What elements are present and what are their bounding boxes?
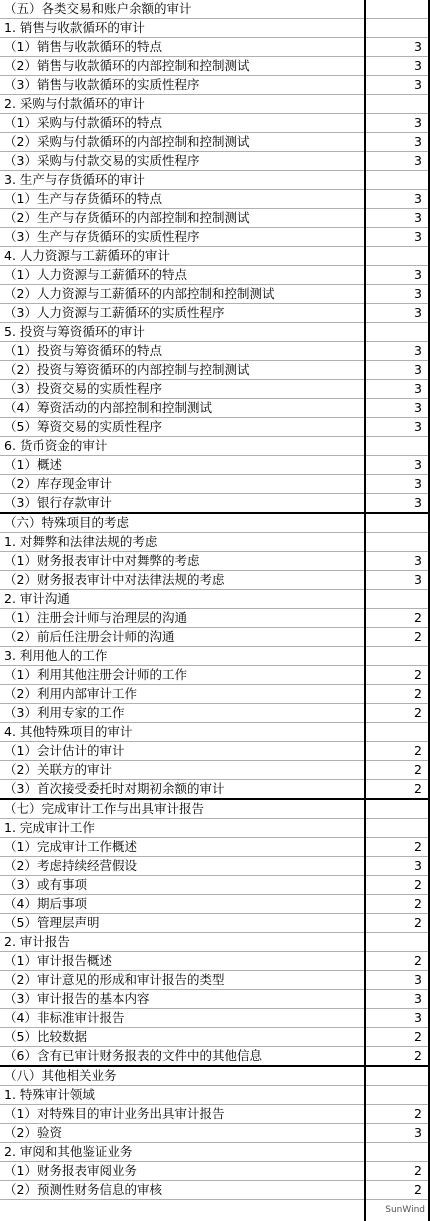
topic-cell: 1. 销售与收款循环的审计 (0, 19, 365, 38)
topic-cell: 1. 特殊审计领域 (0, 1086, 365, 1105)
table-row (0, 114, 429, 133)
table-row (0, 990, 429, 1009)
level-cell: 3 (365, 990, 429, 1009)
topic-cell: （2）财务报表审计中对法律法规的考虑 (0, 571, 365, 590)
level-cell (365, 819, 429, 838)
table-row (0, 628, 429, 647)
level-cell: 2 (365, 1105, 429, 1124)
level-cell: 2 (365, 952, 429, 971)
table-row (0, 247, 429, 266)
level-cell: 3 (365, 285, 429, 304)
table-row (0, 152, 429, 171)
topic-cell: （2）生产与存货循环的内部控制和控制测试 (0, 209, 365, 228)
topic-cell: （1）对特殊目的审计业务出具审计报告 (0, 1105, 365, 1124)
topic-cell: （2）预测性财务信息的审核 (0, 1181, 365, 1200)
topic-cell: 2. 审阅和其他鉴证业务 (0, 1143, 365, 1162)
table-row (0, 1124, 429, 1143)
level-cell: 3 (365, 552, 429, 571)
table-row (0, 494, 429, 514)
topic-cell: （5）管理层声明 (0, 914, 365, 933)
table-row (0, 590, 429, 609)
table-row (0, 323, 429, 342)
table-row (0, 475, 429, 494)
table-row (0, 685, 429, 704)
topic-cell: （1）概述 (0, 456, 365, 475)
topic-cell: （3）首次接受委托时对期初余额的审计 (0, 780, 365, 800)
level-cell (365, 19, 429, 38)
table-row (0, 552, 429, 571)
table-row (0, 1105, 429, 1124)
level-cell: 2 (365, 895, 429, 914)
topic-cell: （3）审计报告的基本内容 (0, 990, 365, 1009)
section-title-cell: （八）其他相关业务 (0, 1066, 365, 1086)
level-cell: 2 (365, 609, 429, 628)
topic-cell: 3. 利用他人的工作 (0, 647, 365, 666)
topic-cell: （1）会计估计的审计 (0, 742, 365, 761)
table-row (0, 171, 429, 190)
topic-cell: （1）完成审计工作概述 (0, 838, 365, 857)
topic-cell: （4）期后事项 (0, 895, 365, 914)
table-row (0, 571, 429, 590)
footer-empty-cell (0, 1200, 365, 1221)
level-cell: 2 (365, 742, 429, 761)
level-cell: 3 (365, 57, 429, 76)
table-row (0, 304, 429, 323)
topic-cell: （2）前后任注册会计师的沟通 (0, 628, 365, 647)
topic-cell: （3）投资交易的实质性程序 (0, 380, 365, 399)
table-row (0, 666, 429, 685)
topic-cell: （1）投资与筹资循环的特点 (0, 342, 365, 361)
topic-cell: （3）或有事项 (0, 876, 365, 895)
table-row (0, 399, 429, 418)
topic-cell: （3）采购与付款交易的实质性程序 (0, 152, 365, 171)
topic-cell: （2）审计意见的形成和审计报告的类型 (0, 971, 365, 990)
table-row (0, 285, 429, 304)
level-cell: 3 (365, 209, 429, 228)
topic-cell: （1）财务报表审计中对舞弊的考虑 (0, 552, 365, 571)
section-title-cell: （五）各类交易和账户余额的审计 (0, 0, 365, 19)
topic-cell: （2）考虑持续经营假设 (0, 857, 365, 876)
table-row (0, 609, 429, 628)
level-cell: 3 (365, 361, 429, 380)
level-cell: 3 (365, 475, 429, 494)
table-row (0, 437, 429, 456)
table-row (0, 895, 429, 914)
level-cell (365, 933, 429, 952)
level-cell: 2 (365, 666, 429, 685)
level-cell (365, 799, 429, 819)
topic-cell: 4. 人力资源与工薪循环的审计 (0, 247, 365, 266)
topic-cell: （2）采购与付款循环的内部控制和控制测试 (0, 133, 365, 152)
level-cell (365, 1066, 429, 1086)
topic-cell: （1）财务报表审阅业务 (0, 1162, 365, 1181)
topic-cell: （3）利用专家的工作 (0, 704, 365, 723)
topic-cell: （5）比较数据 (0, 1028, 365, 1047)
footer-row (0, 1200, 429, 1221)
level-cell (365, 95, 429, 114)
table-row (0, 647, 429, 666)
topic-cell: （2）验资 (0, 1124, 365, 1143)
table-row (0, 952, 429, 971)
level-cell (365, 647, 429, 666)
table-row (0, 228, 429, 247)
level-cell (365, 323, 429, 342)
section-header-row (0, 799, 429, 819)
level-cell: 3 (365, 266, 429, 285)
topic-cell: 2. 审计报告 (0, 933, 365, 952)
topic-cell: 5. 投资与筹资循环的审计 (0, 323, 365, 342)
topic-cell: （5）筹资交易的实质性程序 (0, 418, 365, 437)
table-row (0, 19, 429, 38)
level-cell: 2 (365, 780, 429, 800)
section-title-cell: （六）特殊项目的考虑 (0, 513, 365, 533)
level-cell: 3 (365, 342, 429, 361)
table-row (0, 456, 429, 475)
topic-cell: （2）库存现金审计 (0, 475, 365, 494)
topic-cell: （2）利用内部审计工作 (0, 685, 365, 704)
level-cell: 3 (365, 418, 429, 437)
level-cell: 3 (365, 456, 429, 475)
level-cell: 2 (365, 876, 429, 895)
level-cell (365, 247, 429, 266)
table-row (0, 361, 429, 380)
level-cell (365, 513, 429, 533)
topic-cell: （3）销售与收款循环的实质性程序 (0, 76, 365, 95)
topic-cell: 2. 审计沟通 (0, 590, 365, 609)
level-cell: 3 (365, 76, 429, 95)
table-row (0, 914, 429, 933)
topic-cell: （3）银行存款审计 (0, 494, 365, 514)
topic-cell: 3. 生产与存货循环的审计 (0, 171, 365, 190)
topic-cell: 6. 货币资金的审计 (0, 437, 365, 456)
table-row (0, 742, 429, 761)
table-row (0, 723, 429, 742)
level-cell: 3 (365, 380, 429, 399)
table-row (0, 190, 429, 209)
level-cell: 2 (365, 1181, 429, 1200)
level-cell: 3 (365, 190, 429, 209)
table-row (0, 133, 429, 152)
level-cell: 2 (365, 838, 429, 857)
level-cell: 2 (365, 685, 429, 704)
topic-cell: 1. 对舞弊和法律法规的考虑 (0, 533, 365, 552)
table-row (0, 1143, 429, 1162)
watermark-label: SunWind (365, 1200, 429, 1221)
section-header-row (0, 513, 429, 533)
topic-cell: 4. 其他特殊项目的审计 (0, 723, 365, 742)
level-cell: 3 (365, 228, 429, 247)
level-cell (365, 1086, 429, 1105)
table-row (0, 1009, 429, 1028)
level-cell: 3 (365, 1124, 429, 1143)
level-cell: 3 (365, 38, 429, 57)
table-row (0, 1086, 429, 1105)
level-cell: 2 (365, 1162, 429, 1181)
table-row (0, 76, 429, 95)
level-cell: 3 (365, 1009, 429, 1028)
topic-cell: （1）注册会计师与治理层的沟通 (0, 609, 365, 628)
topic-cell: （3）生产与存货循环的实质性程序 (0, 228, 365, 247)
topic-cell: （2）销售与收款循环的内部控制和控制测试 (0, 57, 365, 76)
level-cell: 2 (365, 1047, 429, 1067)
table-row (0, 1028, 429, 1047)
topic-cell: （1）审计报告概述 (0, 952, 365, 971)
table-row (0, 342, 429, 361)
table-row (0, 857, 429, 876)
level-cell: 3 (365, 152, 429, 171)
level-cell (365, 533, 429, 552)
level-cell: 3 (365, 133, 429, 152)
table-row (0, 533, 429, 552)
table-row (0, 95, 429, 114)
topic-cell: 1. 完成审计工作 (0, 819, 365, 838)
topic-cell: （1）采购与付款循环的特点 (0, 114, 365, 133)
level-cell (365, 723, 429, 742)
topic-cell: （4）筹资活动的内部控制和控制测试 (0, 399, 365, 418)
table-row (0, 57, 429, 76)
topic-cell: （6）含有已审计财务报表的文件中的其他信息 (0, 1047, 365, 1067)
level-cell: 3 (365, 494, 429, 514)
table-row (0, 780, 429, 800)
table-row (0, 1047, 429, 1067)
topic-cell: （2）投资与筹资循环的内部控制与控制测试 (0, 361, 365, 380)
level-cell: 3 (365, 399, 429, 418)
level-cell (365, 437, 429, 456)
table-row (0, 971, 429, 990)
table-row (0, 38, 429, 57)
topic-cell: （1）销售与收款循环的特点 (0, 38, 365, 57)
topic-cell: （4）非标准审计报告 (0, 1009, 365, 1028)
level-cell (365, 171, 429, 190)
section-header-row (0, 0, 429, 19)
table-row (0, 1162, 429, 1181)
level-cell: 2 (365, 628, 429, 647)
table-row (0, 838, 429, 857)
level-cell: 3 (365, 857, 429, 876)
table-row (0, 1181, 429, 1200)
topic-cell: （3）人力资源与工薪循环的实质性程序 (0, 304, 365, 323)
level-cell: 2 (365, 761, 429, 780)
level-cell: 3 (365, 304, 429, 323)
level-cell: 2 (365, 704, 429, 723)
table-row (0, 704, 429, 723)
topic-cell: （1）生产与存货循环的特点 (0, 190, 365, 209)
table-row (0, 266, 429, 285)
section-header-row (0, 1066, 429, 1086)
level-cell (365, 1143, 429, 1162)
level-cell (365, 590, 429, 609)
table-row (0, 933, 429, 952)
level-cell: 3 (365, 971, 429, 990)
level-cell: 3 (365, 571, 429, 590)
topic-cell: （2）人力资源与工薪循环的内部控制和控制测试 (0, 285, 365, 304)
table-row (0, 380, 429, 399)
level-cell: 2 (365, 914, 429, 933)
topic-cell: （1）人力资源与工薪循环的特点 (0, 266, 365, 285)
table-row (0, 418, 429, 437)
topic-cell: 2. 采购与付款循环的审计 (0, 95, 365, 114)
table-row (0, 819, 429, 838)
table-row (0, 876, 429, 895)
topic-cell: （2）关联方的审计 (0, 761, 365, 780)
level-cell: 2 (365, 1028, 429, 1047)
table-row (0, 761, 429, 780)
table-row (0, 209, 429, 228)
level-cell: 3 (365, 114, 429, 133)
level-cell (365, 0, 429, 19)
topic-cell: （1）利用其他注册会计师的工作 (0, 666, 365, 685)
section-title-cell: （七）完成审计工作与出具审计报告 (0, 799, 365, 819)
